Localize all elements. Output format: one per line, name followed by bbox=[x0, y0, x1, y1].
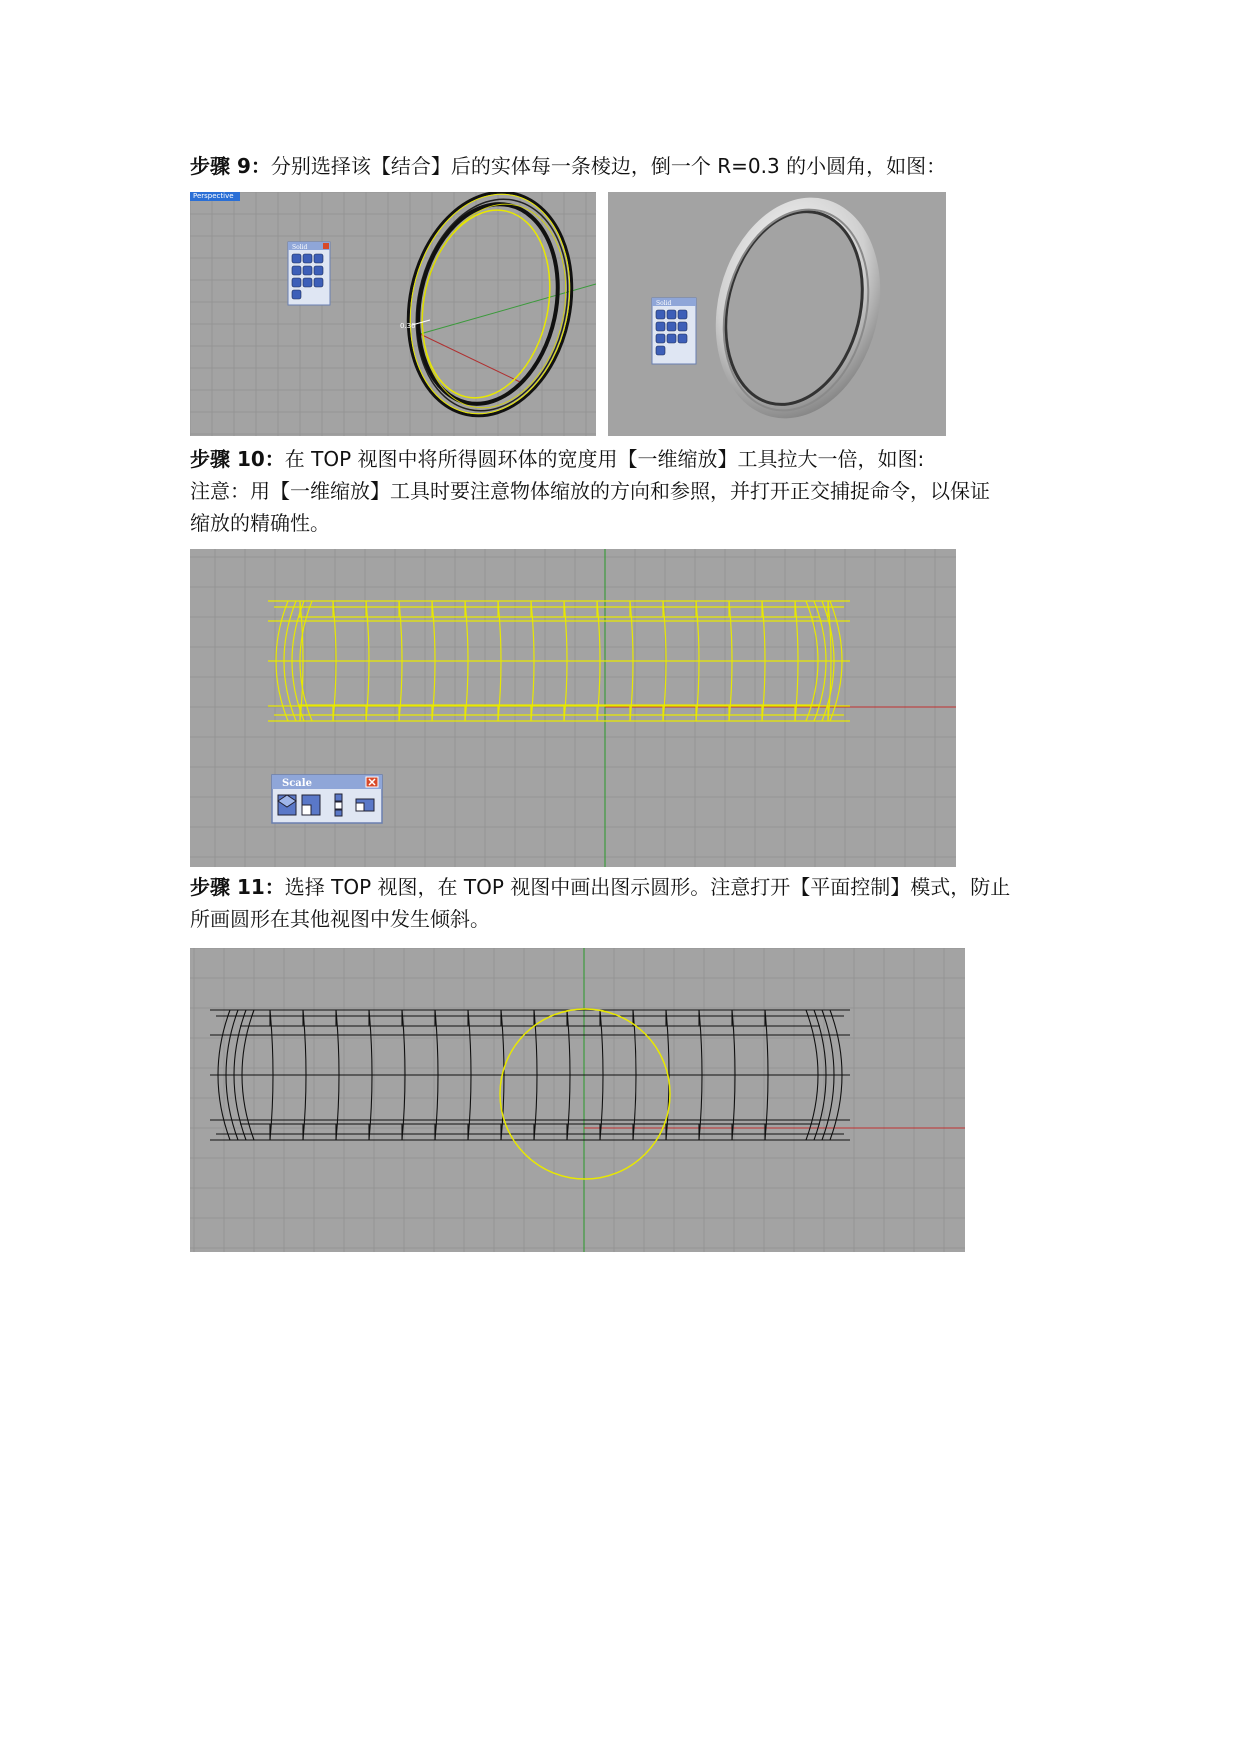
step10-note-line2: 缩放的精确性。 bbox=[190, 511, 330, 535]
step11-paragraph-line1 bbox=[190, 871, 1010, 903]
step9-label: 步骤 9： bbox=[190, 154, 271, 178]
solid-toolbar-title: Solid bbox=[292, 244, 308, 251]
grid-lines bbox=[190, 948, 965, 1252]
solid-toolbar-copy[interactable] bbox=[652, 298, 696, 364]
top-viewport-circle bbox=[190, 948, 965, 1252]
scale-3d-icon[interactable] bbox=[278, 795, 296, 815]
top-viewport bbox=[190, 549, 956, 867]
ring-wireframe bbox=[388, 192, 591, 431]
ring-wireframe-selected bbox=[268, 601, 850, 721]
step11-figure-circle bbox=[190, 948, 965, 1252]
dimension-label: 0.30 bbox=[400, 322, 416, 330]
ring-render bbox=[693, 192, 902, 436]
scale-1d-icon[interactable] bbox=[335, 794, 342, 816]
close-icon[interactable] bbox=[323, 243, 329, 249]
x-axis-line bbox=[420, 334, 520, 382]
grid-lines bbox=[190, 192, 596, 436]
step9-text: 分别选择该【结合】后的实体每一条棱边，倒一个 R=0.3 的小圆角，如图： bbox=[270, 154, 947, 178]
rendered-viewport bbox=[608, 192, 946, 436]
step9-figure-filleted-ring bbox=[608, 192, 946, 436]
step10-note-line1: 注意：用【一维缩放】工具时要注意物体缩放的方向和参照，并打开正交捕捉命令，以保证 bbox=[190, 479, 990, 503]
step10-text: 在 TOP 视图中将所得圆环体的宽度用【一维缩放】工具拉大一倍，如图: bbox=[284, 447, 925, 471]
scale-2d-icon[interactable] bbox=[302, 795, 320, 815]
step11-text-line1: 选择 TOP 视图，在 TOP 视图中画出图示圆形。注意打开【平面控制】模式，防止 bbox=[284, 875, 1011, 899]
step9-paragraph bbox=[190, 150, 946, 182]
solid-toolbar-copy-title: Solid bbox=[656, 300, 672, 307]
scale-nonuniform-icon[interactable] bbox=[356, 799, 374, 811]
perspective-viewport-tab[interactable]: Perspective bbox=[190, 192, 240, 201]
step9-figure-selected-edges bbox=[190, 192, 596, 436]
step10-figure-scaled-ring bbox=[190, 549, 956, 867]
step10-paragraph bbox=[190, 443, 924, 475]
perspective-viewport bbox=[190, 192, 596, 436]
step11-label: 步骤 11： bbox=[190, 875, 285, 899]
scale-toolbar-title: Scale bbox=[282, 778, 312, 789]
step11-text-line2: 所画圆形在其他视图中发生倾斜。 bbox=[190, 907, 490, 931]
scale-toolbar[interactable] bbox=[272, 775, 382, 823]
step10-label: 步骤 10： bbox=[190, 447, 285, 471]
solid-toolbar[interactable] bbox=[288, 242, 330, 305]
